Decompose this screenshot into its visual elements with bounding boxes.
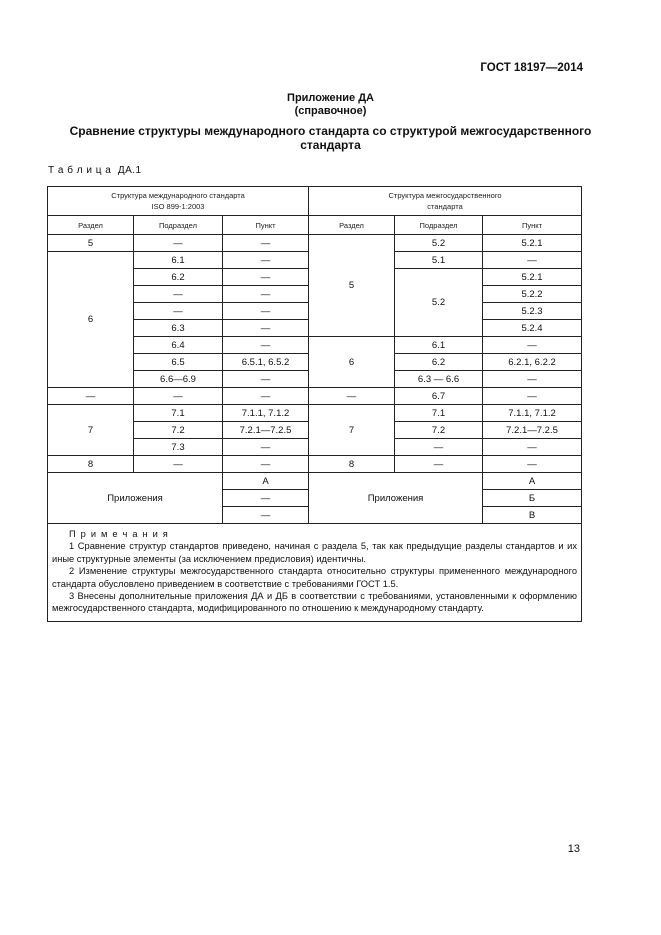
col-header: Подраздел (134, 216, 223, 235)
note-1: 1 Сравнение структур стандартов приведено, начиная с раздела 5, так как предыдущие разделы стандартов и их иные структурные элементы (за исключением предисловия) идентичны. (52, 541, 578, 564)
page-number: 13 (567, 843, 580, 855)
table-cell: — (395, 456, 483, 473)
table-cell: — (134, 388, 223, 405)
table-cell: — (223, 303, 309, 320)
table-cell: 5.2.1 (483, 235, 582, 252)
table-cell: 7.1 (134, 405, 223, 422)
table-cell: 5.2.2 (483, 286, 582, 303)
table-cell: — (48, 388, 134, 405)
table-cell: — (134, 456, 223, 473)
table-cell: 8 (309, 456, 395, 473)
notes-row (48, 524, 582, 622)
table-cell: 6 (309, 337, 395, 388)
table-cell: Б (483, 490, 582, 507)
table-cell: 5 (309, 235, 395, 337)
table-cell: 6.7 (395, 388, 483, 405)
col-header: Раздел (48, 216, 134, 235)
table-cell: 7.2.1—7.2.5 (483, 422, 582, 439)
table-cell: — (223, 286, 309, 303)
notes-title: П р и м е ч а н и я (69, 529, 170, 539)
table-cell: — (223, 252, 309, 269)
main-title-line1: Сравнение структуры международного стандарта со структурой межгосударственного (69, 124, 592, 138)
table-cell: 8 (48, 456, 134, 473)
col-header: Раздел (309, 216, 395, 235)
table-cell: 6.2 (134, 269, 223, 286)
table-row (48, 235, 582, 252)
appendix-title: Приложение ДА (287, 92, 374, 104)
table-cell: 5.2 (395, 269, 483, 337)
table-cell: — (395, 439, 483, 456)
table-cell: — (483, 439, 582, 456)
table-cell: 7.3 (134, 439, 223, 456)
table-cell: 6.6—6.9 (134, 371, 223, 388)
table-row (48, 456, 582, 473)
table-cell: 7 (48, 405, 134, 456)
table-cell: — (223, 235, 309, 252)
table-cell: А (223, 473, 309, 490)
note-3: 3 Внесены дополнительные приложения ДА и ДБ в соответствии с требованиями, установленными к оформлению межгосударственного стандарта, модифицированного по отношению к международному стандарту. (52, 591, 578, 614)
main-title (0, 124, 661, 152)
table-cell: 6.4 (134, 337, 223, 354)
table-cell: — (483, 371, 582, 388)
table-label: Т а б л и ц а ДА.1 (48, 165, 142, 176)
table-cell: 6.5 (134, 354, 223, 371)
table-cell: — (223, 507, 309, 524)
table-cell: — (483, 337, 582, 354)
main-title-line2: стандарта (300, 138, 361, 152)
table-cell: — (223, 456, 309, 473)
table-cell: 5.2 (395, 235, 483, 252)
appendix-type: (справочное) (294, 105, 367, 117)
table-cell: 7.1 (395, 405, 483, 422)
table-cell: 7.1.1, 7.1.2 (223, 405, 309, 422)
table-cell: В (483, 507, 582, 524)
table-cell: 6.1 (395, 337, 483, 354)
col-header: Пункт (223, 216, 309, 235)
table-cell: 7.2 (395, 422, 483, 439)
table-row (48, 405, 582, 422)
document-code: ГОСТ 18197—2014 (480, 62, 583, 74)
table-cell: — (134, 235, 223, 252)
table-cell: 7.2 (134, 422, 223, 439)
table-cell: 5.2.3 (483, 303, 582, 320)
notes-cell (48, 524, 582, 622)
table-cell: 6.1 (134, 252, 223, 269)
table-cell: — (309, 388, 395, 405)
table-cell: 6.5.1, 6.5.2 (223, 354, 309, 371)
table-cell: 5.2.1 (483, 269, 582, 286)
interstate-standard-header (309, 187, 582, 216)
table-cell: 7.1.1, 7.1.2 (483, 405, 582, 422)
table-cell: — (223, 388, 309, 405)
table-cell: — (223, 320, 309, 337)
table-cell: — (223, 269, 309, 286)
table-cell: 6.3 — 6.6 (395, 371, 483, 388)
table-cell: — (483, 252, 582, 269)
interstate-header-line1: Структура межгосударственного (388, 191, 502, 200)
table-cell: 5.2.4 (483, 320, 582, 337)
table-cell: — (223, 490, 309, 507)
table-cell: 6.3 (134, 320, 223, 337)
table-cell: — (134, 303, 223, 320)
table-cell: — (223, 439, 309, 456)
intl-standard-header (48, 187, 309, 216)
table-cell: — (483, 388, 582, 405)
table-row (48, 473, 582, 490)
table-cell: 6.2 (395, 354, 483, 371)
interstate-header-line2: стандарта (427, 202, 463, 211)
table-header-row (48, 187, 582, 216)
table-cell: 5 (48, 235, 134, 252)
table-row (48, 388, 582, 405)
col-header: Пункт (483, 216, 582, 235)
table-cell: А (483, 473, 582, 490)
table-cell: 6.2.1, 6.2.2 (483, 354, 582, 371)
table-cell: — (223, 371, 309, 388)
intl-header-line2: ISO 899-1:2003 (151, 202, 205, 211)
table-cell: — (483, 456, 582, 473)
note-2: 2 Изменение структуры межгосударственного стандарта относительно структуры примененного международного стандарта обусловлено приведением в соответствие с требованиями ГОСТ 1.5. (52, 566, 578, 589)
table-cell: Приложения (309, 473, 483, 524)
table-cell: 7 (309, 405, 395, 456)
table-cell: Приложения (48, 473, 223, 524)
table-cell: — (134, 286, 223, 303)
intl-header-line1: Структура международного стандарта (111, 191, 245, 200)
table-cell: 6 (48, 252, 134, 388)
appendix-heading (0, 92, 661, 118)
table-cell: 5.1 (395, 252, 483, 269)
table-cell: — (223, 337, 309, 354)
table-cell: 7.2.1—7.2.5 (223, 422, 309, 439)
column-header-row (48, 216, 582, 235)
comparison-table (47, 186, 582, 622)
col-header: Подраздел (395, 216, 483, 235)
